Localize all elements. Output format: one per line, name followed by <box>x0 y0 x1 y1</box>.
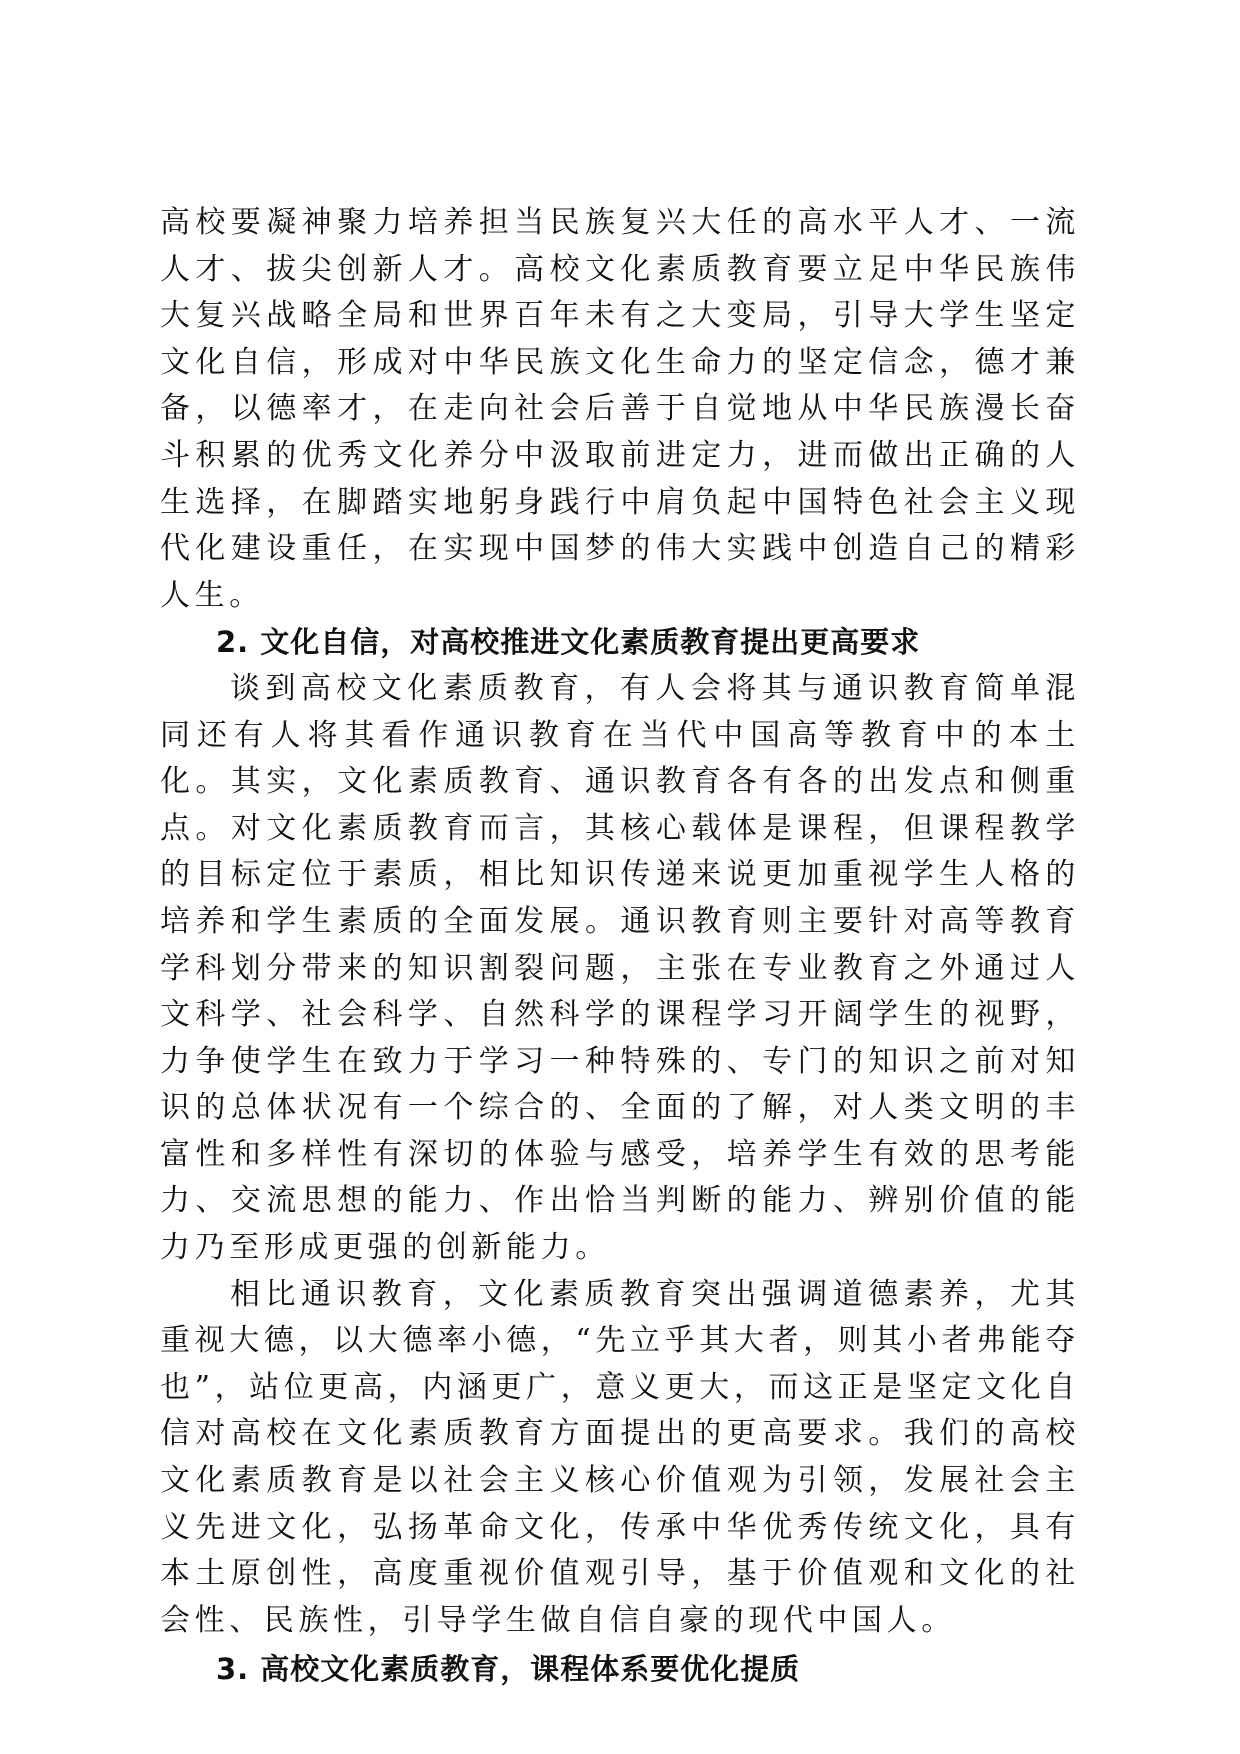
section-heading-3: 3. 高校文化素质教育，课程体系要优化提质 <box>216 1652 801 1687</box>
paragraph-continued: 高校要凝神聚力培养担当民族复兴大任的高水平人才、一流人才、拔尖创新人才。高校文化素质教育要立足中华民族伟大复兴战略全局和世界百年未有之大变局，引导大学生坚定文化自信，形成对中华民族文化生命力的坚定信念，德才兼备，以德率才，在走向社会后善于自觉地从中华民族漫长奋斗积累的优秀文化养分中汲取前进定力，进而做出正确的人生选择，在脚踏实地躬身践行中肩负起中国特色社会主义现代化建设重任，在实现中国梦的伟大实践中创造自己的精彩人生。 <box>160 205 1080 613</box>
paragraph-general-education: 谈到高校文化素质教育，有人会将其与通识教育简单混同还有人将其看作通识教育在当代中国高等教育中的本土化。其实，文化素质教育、通识教育各有各的出发点和侧重点。对文化素质教育而言，其核心载体是课程，但课程教学的目标定位于素质，相比知识传递来说更加重视学生人格的培养和学生素质的全面发展。通识教育则主要针对高等教育学科划分带来的知识割裂问题，主张在专业教育之外通过人文科学、社会科学、自然科学的课程学习开阔学生的视野，力争使学生在致力于学习一种特殊的、专门的知识之前对知识的总体状况有一个综合的、全面的了解，对人类文明的丰富性和多样性有深切的体验与感受，培养学生有效的思考能力、交流思想的能力、作出恰当判断的能力、辨别价值的能力乃至形成更强的创新能力。 <box>160 670 1080 1266</box>
section-heading-2: 2. 文化自信，对高校推进文化素质教育提出更高要求 <box>216 625 921 660</box>
document-body <box>160 200 1080 1693</box>
paragraph-moral-quality: 相比通识教育，文化素质教育突出强调道德素养，尤其重视大德，以大德率小德，“先立乎其大者，则其小者弗能夺也”，站位更高，内涵更广，意义更大，而这正是坚定文化自信对高校在文化素质教育方面提出的更高要求。我们的高校文化素质教育是以社会主义核心价值观为引领，发展社会主义先进文化，弘扬革命文化，传承中华优秀传统文化，具有本土原创性，高度重视价值观引导，基于价值观和文化的社会性、民族性，引导学生做自信自豪的现代中国人。 <box>160 1276 1080 1638</box>
